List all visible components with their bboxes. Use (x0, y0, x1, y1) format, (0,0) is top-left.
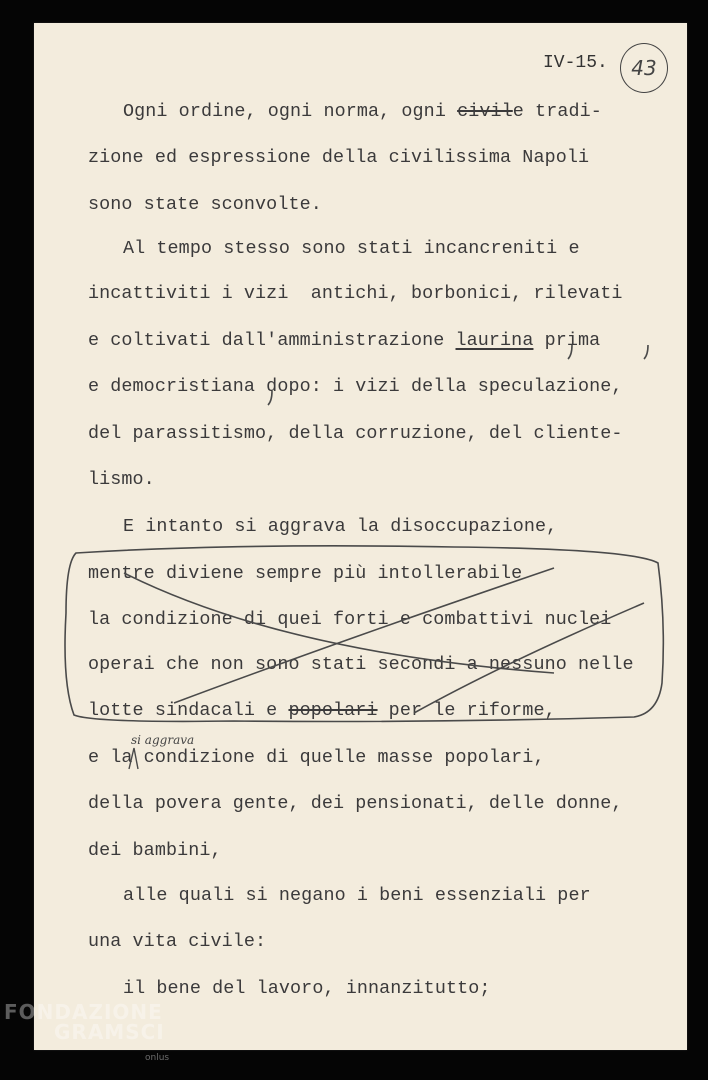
text-line-15: e la condizione di quelle masse popolari, (88, 747, 545, 768)
watermark-subtitle: onlus (145, 1053, 170, 1063)
folio-number-circled: 43 (620, 43, 668, 93)
text-line-18: alle quali si negano i beni essenziali per (123, 885, 591, 906)
text-line-6: e coltivati dall'amministrazione laurina prima (88, 330, 601, 351)
cross-stroke-1 (124, 573, 554, 673)
text-line-8: del parassitismo, della corruzione, del cliente- (88, 423, 623, 444)
watermark-logo: FONDAZIONE GRAMSCI (4, 1000, 165, 1044)
text-line-12-deleted: la condizione di quei forti e combattivi nuclei (88, 609, 612, 630)
text-line-10: E intanto si aggrava la disoccupazione, (123, 516, 558, 537)
text-line-17: dei bambini, (88, 840, 222, 861)
struck-word-civil: civil (457, 101, 513, 122)
comma-after-prima (644, 345, 648, 359)
caret-mark (129, 748, 138, 769)
text-line-19: una vita civile: (88, 931, 267, 952)
handwritten-insertion: si aggrava (131, 733, 195, 747)
text-line-7: e democristiana dopo: i vizi della speculazione, (88, 376, 623, 397)
cross-stroke-2 (174, 568, 554, 703)
handwritten-deletion-marks (34, 23, 687, 1050)
text-line-5: incattiviti i vizi antichi, borbonici, rilevati (88, 283, 623, 304)
text-line-20: il bene del lavoro, innanzitutto; (123, 978, 491, 999)
text-line-1: Ogni ordine, ogni norma, ogni civile tradi- (123, 101, 602, 122)
text-line-16: della povera gente, dei pensionati, delle donne, (88, 793, 623, 814)
underlined-word-laurina: laurina (455, 330, 534, 351)
comma-after-democristiana (268, 391, 272, 405)
cross-stroke-3 (414, 603, 644, 713)
page-number: IV-15. (543, 53, 608, 73)
text-line-4: Al tempo stesso sono stati incancreniti e (123, 238, 580, 259)
struck-word-popolari: popolari (288, 700, 378, 721)
text-line-14-deleted: lotte sindacali e popolari per le riforme, (88, 700, 556, 721)
typewritten-page (34, 23, 687, 1050)
text-line-2: zione ed espressione della civilissima Napoli (88, 147, 590, 168)
text-line-11-deleted: mentre diviene sempre più intollerabile (88, 563, 523, 584)
text-line-13-deleted: operai che non sono stati secondi a nessuno nelle (88, 654, 634, 675)
comma-after-laurina (568, 345, 572, 359)
text-line-9: lismo. (88, 469, 155, 490)
text-line-3: sono state sconvolte. (88, 194, 322, 215)
